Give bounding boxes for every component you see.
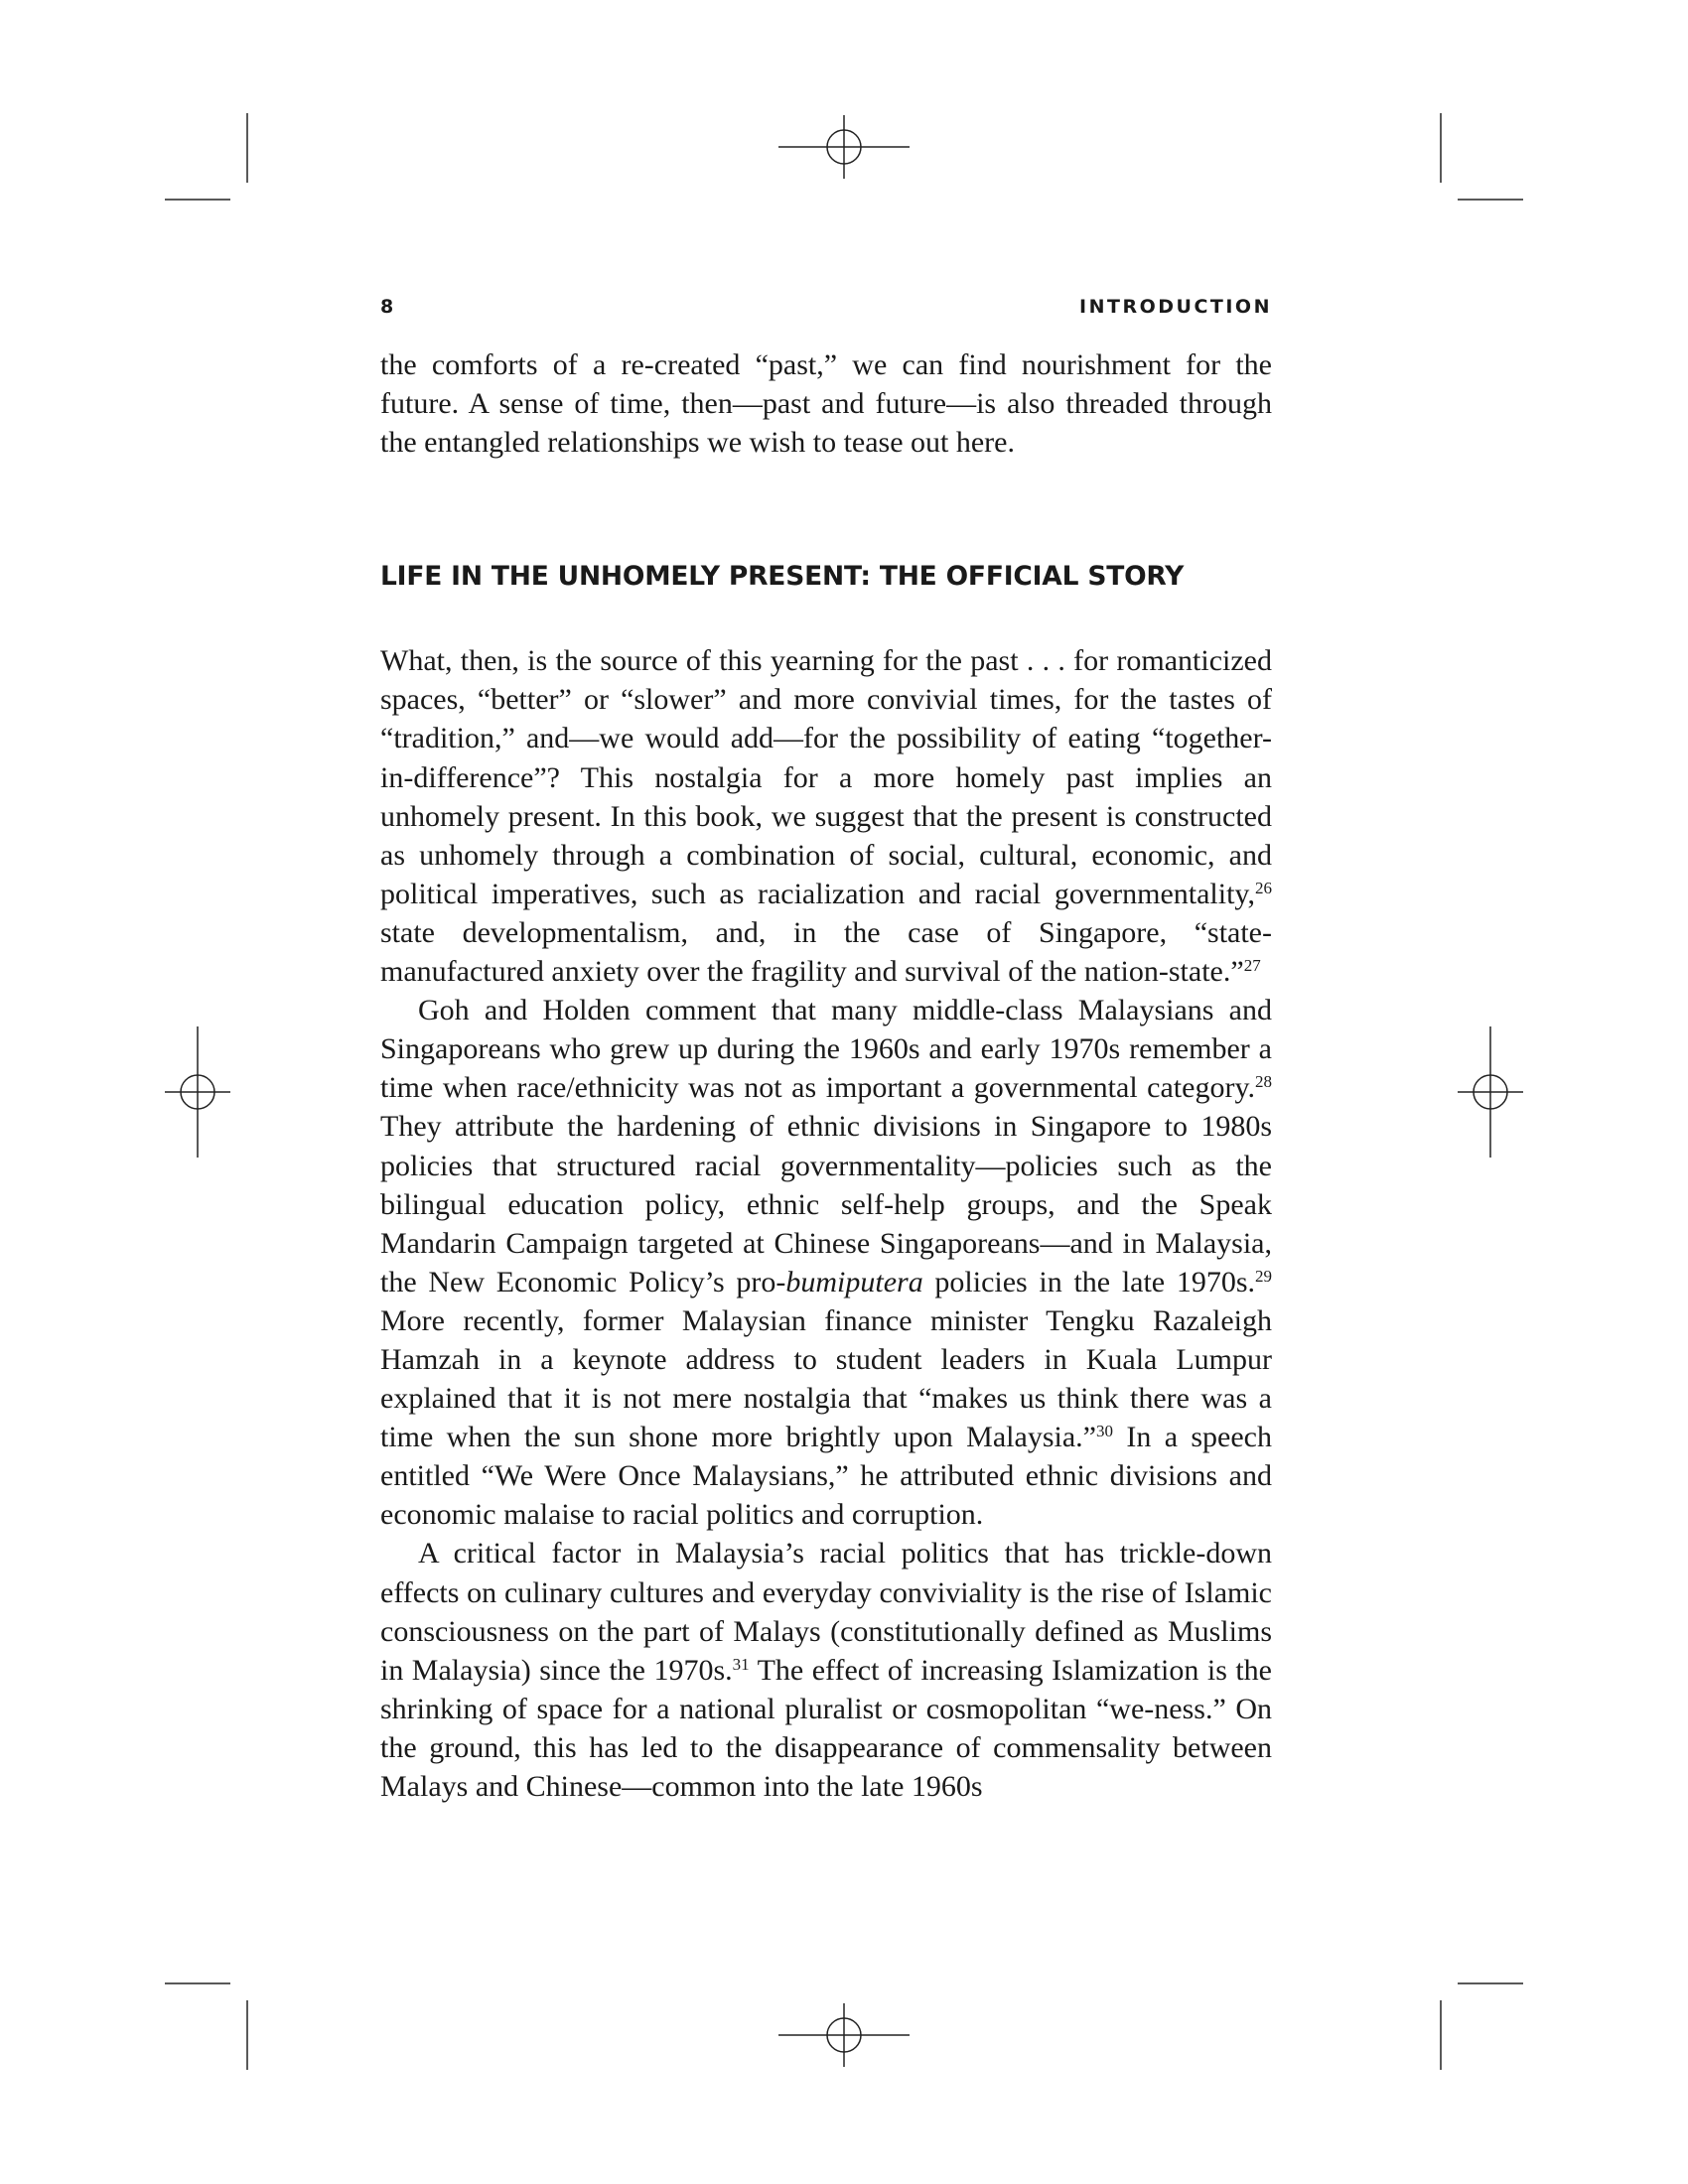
registration-target-top	[778, 115, 910, 179]
paragraph-text: policies in the late 1970s.	[922, 1265, 1255, 1298]
paragraph-text: They attribute the hardening of ethnic divisions in Singapore to 1980s policies that structured racial governmentality—policies such as the bilingual education policy, ethnic self-help groups, and the Speak Mandarin Campaign targeted at Chinese Singaporeans—and in Malaysia, the New Economic Policy’s pro-	[380, 1110, 1272, 1298]
registration-target-right	[1458, 1026, 1523, 1158]
paragraph-text: the comforts of a re-created “past,” we can find nourishment for the future. A sense of time, then—past and future—is also threaded through the entangled relationships we wish to tease out here.	[380, 348, 1272, 460]
paragraph-text: More recently, former Malaysian finance minister Tengku Razaleigh Hamzah in a keynote address to student leaders in Kuala Lumpur explained that it is not mere nostalgia that “makes us think there was a time when the sun shone more brightly upon Malaysia.”	[380, 1303, 1272, 1454]
paragraph-3	[380, 1534, 1272, 1806]
footnote-ref: 30	[1095, 1422, 1113, 1441]
page-number: 8	[380, 296, 394, 318]
paragraph-text: What, then, is the source of this yearning for the past . . . for romanticized spaces, “better” or “slower” and more convivial times, for the tastes of “tradition,” and—we would add—for the possibility of eating “together-in-difference”? This nostalgia for a more homely past implies an unhomely present. In this book, we suggest that the present is constructed as unhomely through a combination of social, cultural, economic, and political imperatives, such as racialization and racial governmentality,	[380, 644, 1272, 910]
paragraph-text: Goh and Holden comment that many middle-class Malaysians and Singaporeans who grew up during the 1960s and early 1970s remember a time when race/ethnicity was not as important a governmental category.	[380, 994, 1272, 1105]
crop-mark-top-left	[165, 113, 247, 200]
registration-target-left	[165, 1026, 230, 1158]
paragraph-continued	[380, 345, 1272, 462]
footnote-ref: 31	[732, 1654, 750, 1674]
crop-mark-bottom-left	[165, 1983, 247, 2070]
footnote-ref: 27	[1243, 956, 1261, 976]
footnote-ref: 28	[1255, 1072, 1272, 1092]
crop-mark-top-right	[1441, 113, 1523, 200]
paragraph-2	[380, 991, 1272, 1534]
section-heading: LIFE IN THE UNHOMELY PRESENT: THE OFFICIAL STORY	[380, 561, 1185, 593]
crop-mark-bottom-right	[1441, 1983, 1523, 2070]
italic-term: bumiputera	[785, 1265, 923, 1298]
chapter-title: INTRODUCTION	[1079, 296, 1272, 318]
paragraph-text: In a speech entitled “We Were Once Malaysians,” he attributed ethnic divisions and economic malaise to racial politics and corruption.	[380, 1421, 1272, 1532]
body-text	[380, 345, 1272, 1806]
paragraph-1	[380, 641, 1272, 991]
footnote-ref: 26	[1255, 878, 1272, 897]
paragraph-text: A critical factor in Malaysia’s racial politics that has trickle-down effects on culinary cultures and everyday conviviality is the rise of Islamic consciousness on the part of Malays (constitutionally defined as Muslims in Malaysia) since the 1970s.	[380, 1537, 1272, 1687]
paragraph-text: The effect of increasing Islamization is the shrinking of space for a national pluralist or cosmopolitan “we-ness.” On the ground, this has led to the disappearance of commensality between Malays and Chinese—common into the late 1960s	[380, 1653, 1272, 1803]
running-head	[380, 296, 1272, 324]
paragraph-text: state developmentalism, and, in the case of Singapore, “state-manufactured anxiety over the fragility and survival of the nation-state.”	[380, 915, 1272, 989]
footnote-ref: 29	[1255, 1266, 1272, 1286]
registration-target-bottom	[778, 2003, 910, 2067]
